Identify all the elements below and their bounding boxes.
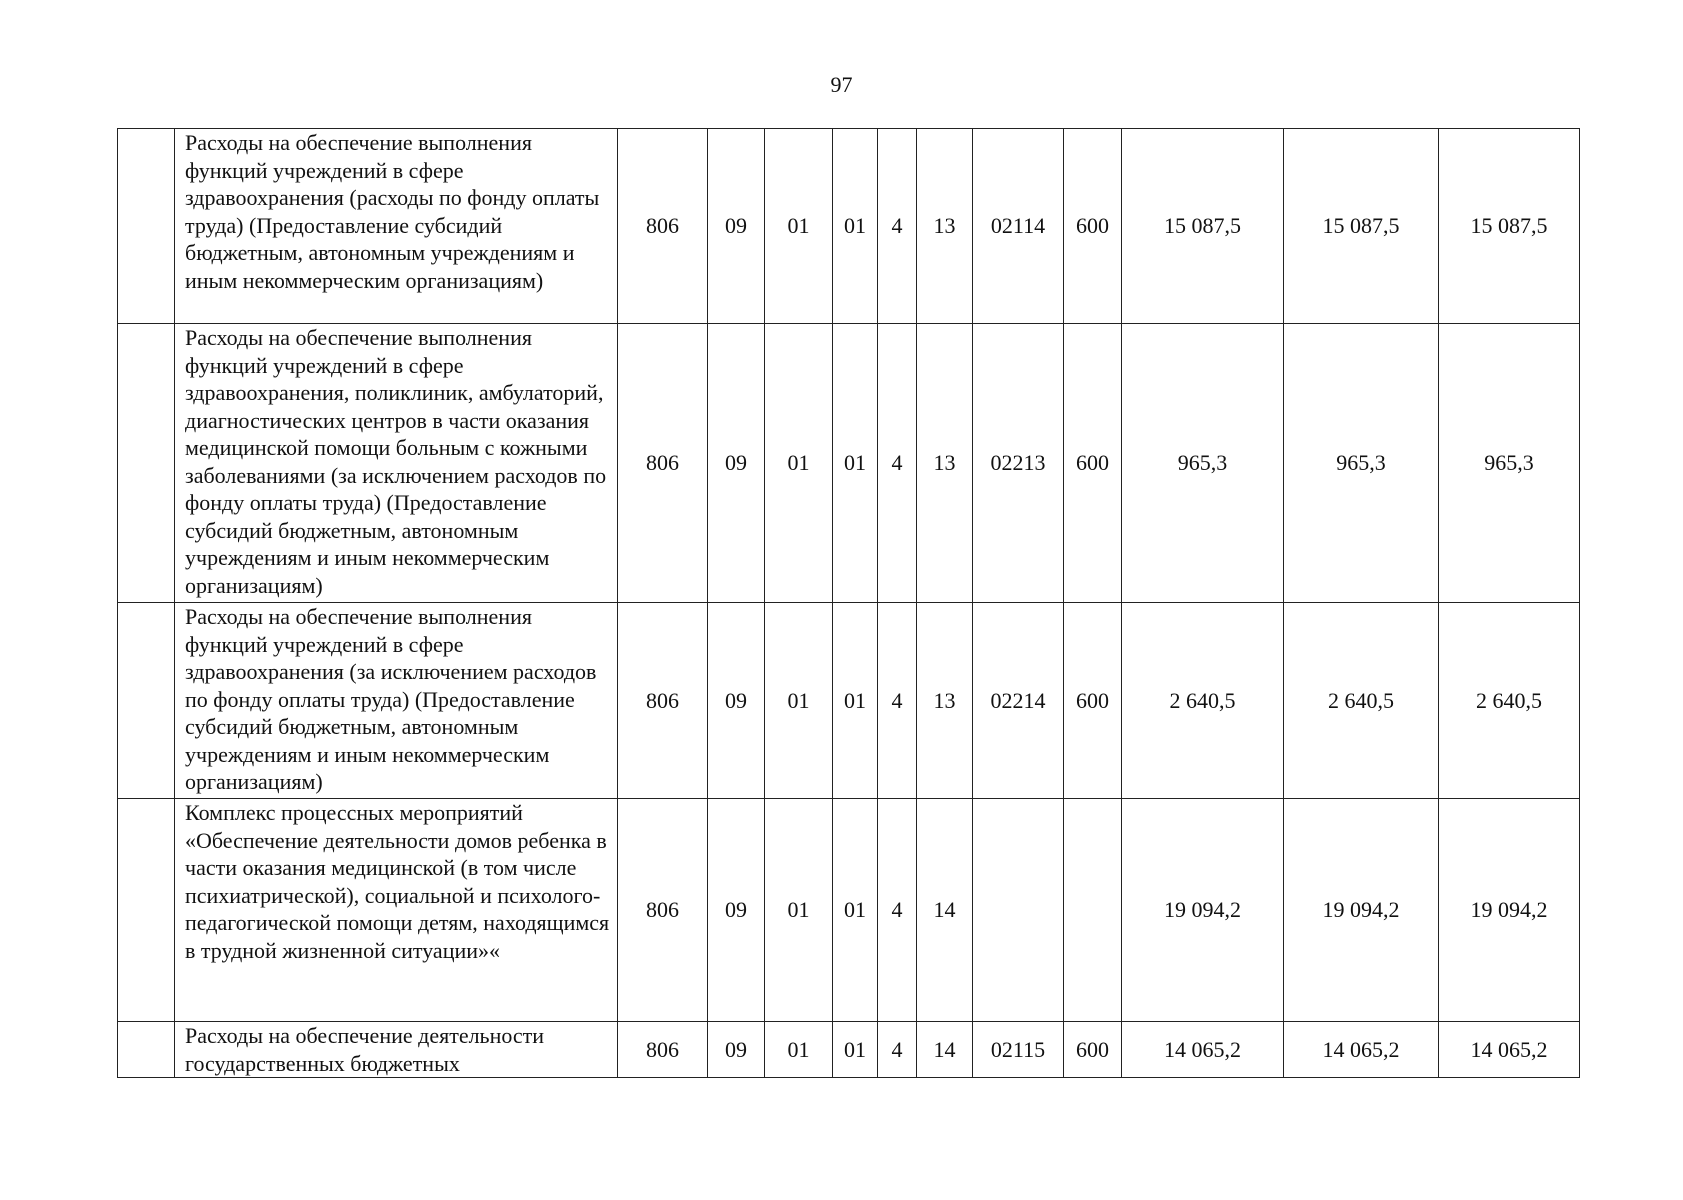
pr-cell: 01	[765, 324, 833, 603]
gp-cell: 01	[833, 324, 878, 603]
code-cell: 02114	[973, 129, 1064, 324]
year3-amount-cell: 2 640,5	[1439, 603, 1580, 799]
type-cell: 4	[878, 799, 917, 1022]
ms-cell: 14	[917, 1022, 973, 1078]
rz-cell: 09	[708, 1022, 765, 1078]
vr-cell	[1064, 799, 1122, 1022]
ved-cell: 806	[618, 603, 708, 799]
gp-cell: 01	[833, 129, 878, 324]
vr-cell: 600	[1064, 603, 1122, 799]
row-index-cell	[118, 324, 175, 603]
pr-cell: 01	[765, 603, 833, 799]
table-row	[118, 1022, 1580, 1078]
pr-cell: 01	[765, 799, 833, 1022]
type-cell: 4	[878, 129, 917, 324]
type-cell: 4	[878, 1022, 917, 1078]
year1-amount-cell: 19 094,2	[1122, 799, 1284, 1022]
gp-cell: 01	[833, 1022, 878, 1078]
gp-cell: 01	[833, 603, 878, 799]
year1-amount-cell: 14 065,2	[1122, 1022, 1284, 1078]
description-cell: Расходы на обеспечение деятельности государственных бюджетных	[175, 1022, 618, 1078]
description-cell: Расходы на обеспечение выполнения функций учреждений в сфере здравоохранения (за исключением расходов по фонду оплаты труда) (Предоставление субсидий бюджетным, автономным учреждениям и иным некоммерческим организациям)	[175, 603, 618, 799]
gp-cell: 01	[833, 799, 878, 1022]
vr-cell: 600	[1064, 1022, 1122, 1078]
ms-cell: 13	[917, 129, 973, 324]
ved-cell: 806	[618, 799, 708, 1022]
row-index-cell	[118, 129, 175, 324]
rz-cell: 09	[708, 603, 765, 799]
table-row	[118, 603, 1580, 799]
page-number: 97	[830, 72, 853, 97]
rz-cell: 09	[708, 324, 765, 603]
rz-cell: 09	[708, 799, 765, 1022]
table-row	[118, 799, 1580, 1022]
year2-amount-cell: 19 094,2	[1284, 799, 1439, 1022]
code-cell: 02213	[973, 324, 1064, 603]
ved-cell: 806	[618, 324, 708, 603]
table-row	[118, 324, 1580, 603]
table-row	[118, 129, 1580, 324]
year1-amount-cell: 2 640,5	[1122, 603, 1284, 799]
type-cell: 4	[878, 603, 917, 799]
row-index-cell	[118, 603, 175, 799]
ms-cell: 13	[917, 324, 973, 603]
year3-amount-cell: 19 094,2	[1439, 799, 1580, 1022]
row-index-cell	[118, 1022, 175, 1078]
vr-cell: 600	[1064, 129, 1122, 324]
pr-cell: 01	[765, 129, 833, 324]
year2-amount-cell: 15 087,5	[1284, 129, 1439, 324]
row-index-cell	[118, 799, 175, 1022]
vr-cell: 600	[1064, 324, 1122, 603]
code-cell: 02214	[973, 603, 1064, 799]
description-cell: Расходы на обеспечение выполнения функций учреждений в сфере здравоохранения (расходы по фонду оплаты труда) (Предоставление субсидий бюджетным, автономным учреждениям и иным некоммерческим организациям)	[175, 129, 618, 324]
year2-amount-cell: 2 640,5	[1284, 603, 1439, 799]
description-cell: Комплекс процессных мероприятий «Обеспечение деятельности домов ребенка в части оказания медицинской (в том числе психиатрической), социальной и психолого-педагогической помощи детям, находящимся в трудной жизненной ситуации»«	[175, 799, 618, 1022]
ms-cell: 14	[917, 799, 973, 1022]
ved-cell: 806	[618, 129, 708, 324]
year1-amount-cell: 965,3	[1122, 324, 1284, 603]
budget-table	[117, 128, 1580, 1078]
code-cell	[973, 799, 1064, 1022]
pr-cell: 01	[765, 1022, 833, 1078]
description-cell: Расходы на обеспечение выполнения функций учреждений в сфере здравоохранения, поликлиник, амбулаторий, диагностических центров в части оказания медицинской помощи больным с кожными заболеваниями (за исключением расходов по фонду оплаты труда) (Предоставление субсидий бюджетным, автономным учреждениям и иным некоммерческим организациям)	[175, 324, 618, 603]
year1-amount-cell: 15 087,5	[1122, 129, 1284, 324]
year2-amount-cell: 14 065,2	[1284, 1022, 1439, 1078]
code-cell: 02115	[973, 1022, 1064, 1078]
ms-cell: 13	[917, 603, 973, 799]
rz-cell: 09	[708, 129, 765, 324]
year3-amount-cell: 965,3	[1439, 324, 1580, 603]
type-cell: 4	[878, 324, 917, 603]
year2-amount-cell: 965,3	[1284, 324, 1439, 603]
year3-amount-cell: 15 087,5	[1439, 129, 1580, 324]
ved-cell: 806	[618, 1022, 708, 1078]
year3-amount-cell: 14 065,2	[1439, 1022, 1580, 1078]
